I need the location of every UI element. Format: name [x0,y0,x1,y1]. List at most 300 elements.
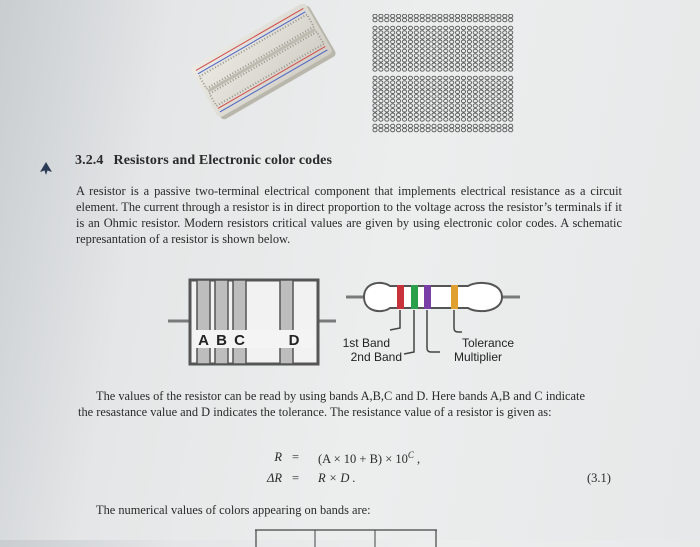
pin-hole [420,54,424,58]
pin-hole [432,14,436,18]
pin-hole [414,124,418,128]
pin-hole [385,124,389,128]
resistor-band-3 [424,285,431,309]
pin-hole [467,26,471,30]
label-first-band: 1st Band [342,336,390,350]
pin-hole [432,35,436,39]
pin-hole [438,49,442,53]
pin-hole [426,14,430,18]
pin-hole [373,63,377,67]
equation-lhs-delta-r: ΔR [267,471,282,485]
pin-hole [379,85,383,89]
pin-hole [450,81,454,85]
pin-hole [391,31,395,35]
pin-hole [450,85,454,89]
pin-hole [373,95,377,99]
pin-hole [461,58,465,62]
pin-hole [385,81,389,85]
pin-hole [456,26,460,30]
pin-hole [479,128,483,132]
pin-hole [420,31,424,35]
pin-hole [420,85,424,89]
pin-hole [485,49,489,53]
pin-hole [414,104,418,108]
pin-hole [438,14,442,18]
pin-hole [426,104,430,108]
pin-hole [397,49,401,53]
pin-hole [420,45,424,49]
pin-hole [414,54,418,58]
pin-hole [503,40,507,44]
pin-hole [509,76,513,80]
pin-hole [432,90,436,94]
pin-hole [408,54,412,58]
label-second-band: 2nd Band [350,350,402,364]
pin-hole [444,26,448,30]
pin-hole [397,99,401,103]
pin-hole [461,99,465,103]
pin-hole [485,58,489,62]
pin-hole [485,81,489,85]
pin-hole [450,118,454,122]
pin-hole [473,124,477,128]
pin-hole [408,108,412,112]
pin-hole [450,14,454,18]
pin-hole [497,63,501,67]
pin-hole [373,85,377,89]
equation-row-1 [230,450,630,468]
pin-hole [491,58,495,62]
pin-hole [420,124,424,128]
pin-hole [373,128,377,132]
pin-hole [432,124,436,128]
pin-hole [450,128,454,132]
equation-rhs: R × D . [318,471,356,485]
pin-hole [391,128,395,132]
pin-hole [379,49,383,53]
pin-hole [450,99,454,103]
pin-hole [509,58,513,62]
pin-hole [467,18,471,22]
pin-hole [420,128,424,132]
pin-hole [426,95,430,99]
pin-hole [497,68,501,72]
pin-hole [485,104,489,108]
pin-hole [485,99,489,103]
pin-hole [402,95,406,99]
pin-hole [408,68,412,72]
pin-hole [444,35,448,39]
band-letter-a: A [198,332,209,349]
pin-hole [373,104,377,108]
pin-hole [373,118,377,122]
pin-hole [391,68,395,72]
intro-paragraph: A resistor is a passive two-terminal electrical component that implements electrical resistance as a circuit element. The current through a resistor is in direct proportion to the voltage across the resistor’s terminals if it is an Ohmic resistor. Modern resistors critical values are given by using electronic color codes. A schematic represantation of a resistor is shown below. [76,184,622,246]
pin-hole [408,95,412,99]
pin-hole [485,85,489,89]
pin-hole [467,35,471,39]
pin-hole [402,31,406,35]
pin-hole [509,108,513,112]
pin-hole [485,63,489,67]
pin-hole [385,99,389,103]
pin-hole [397,54,401,58]
equation-number: (3.1) [587,471,611,485]
pin-hole [432,68,436,72]
pin-hole [479,35,483,39]
pin-hole [456,58,460,62]
pin-hole [397,85,401,89]
pin-hole [473,108,477,112]
pin-hole [432,99,436,103]
pin-hole [491,45,495,49]
pin-hole [432,49,436,53]
pin-hole [397,76,401,80]
pin-hole [391,90,395,94]
pin-hole [385,118,389,122]
pin-hole [456,113,460,117]
pin-hole [485,31,489,35]
pin-hole [473,81,477,85]
pin-hole [391,49,395,53]
pin-hole [456,90,460,94]
pin-hole [491,113,495,117]
pin-hole [397,124,401,128]
pin-hole [414,18,418,22]
pin-hole [473,128,477,132]
pin-hole [497,14,501,18]
pin-hole [497,18,501,22]
pin-hole [461,124,465,128]
pin-hole [402,128,406,132]
label-multiplier: Multiplier [454,350,503,364]
pin-hole [420,58,424,62]
pin-hole [408,99,412,103]
pin-hole [397,90,401,94]
pin-hole [414,128,418,132]
pin-hole [408,35,412,39]
pin-hole [391,63,395,67]
pin-hole [397,68,401,72]
pin-hole [438,76,442,80]
band-letter-b: B [216,332,227,349]
pin-hole [497,45,501,49]
pin-hole [461,40,465,44]
pin-hole [473,118,477,122]
pin-hole [497,76,501,80]
pin-hole [426,58,430,62]
pin-hole [497,108,501,112]
pin-hole [385,49,389,53]
pin-hole [485,14,489,18]
pin-hole [509,40,513,44]
pin-hole [473,40,477,44]
pin-hole [491,128,495,132]
resistor-band-1 [397,285,404,309]
pin-hole [379,14,383,18]
pin-hole [473,54,477,58]
pin-hole [426,45,430,49]
pin-hole [426,26,430,30]
pin-hole [438,104,442,108]
pin-hole [438,81,442,85]
pin-hole [438,45,442,49]
pin-hole [473,68,477,72]
pin-hole [467,85,471,89]
pin-hole [467,104,471,108]
pin-hole [485,95,489,99]
pin-hole [479,113,483,117]
pin-hole [479,108,483,112]
pin-hole [438,18,442,22]
pin-hole [397,26,401,30]
pin-hole [491,90,495,94]
pin-hole [444,85,448,89]
pin-hole [414,63,418,67]
pin-hole [479,90,483,94]
pin-hole [379,35,383,39]
pin-hole [379,108,383,112]
pin-hole [479,54,483,58]
pin-hole [414,58,418,62]
pin-hole [432,26,436,30]
pin-hole [397,63,401,67]
pin-hole [461,49,465,53]
pin-hole [397,45,401,49]
pin-hole [379,58,383,62]
pin-hole [456,108,460,112]
pin-hole [438,58,442,62]
pin-hole [503,108,507,112]
pin-hole [467,45,471,49]
pin-hole [432,58,436,62]
pin-hole [503,76,507,80]
pin-hole [450,18,454,22]
pin-hole [426,63,430,67]
pin-hole [391,58,395,62]
pin-hole [432,63,436,67]
pin-hole [491,95,495,99]
pin-hole [456,118,460,122]
mouse-cursor-icon [40,162,52,176]
pin-hole [509,99,513,103]
pin-hole [491,118,495,122]
pin-hole [450,49,454,53]
pin-hole [373,108,377,112]
pin-hole [379,128,383,132]
pin-hole [456,63,460,67]
pin-hole [397,118,401,122]
pin-hole [373,76,377,80]
pin-hole [438,108,442,112]
pin-hole [450,31,454,35]
pin-hole [379,76,383,80]
pin-hole [402,108,406,112]
pin-hole [467,124,471,128]
pin-hole [485,40,489,44]
pin-hole [467,118,471,122]
pin-hole [456,128,460,132]
pin-hole [397,40,401,44]
pin-hole [444,45,448,49]
pin-hole [414,40,418,44]
pin-hole [491,76,495,80]
pin-hole [420,95,424,99]
pin-hole [444,81,448,85]
pin-hole [503,35,507,39]
pin-hole [438,99,442,103]
pin-hole [509,90,513,94]
pin-hole [485,45,489,49]
pin-hole [432,31,436,35]
pin-hole [473,76,477,80]
pin-hole [420,18,424,22]
pin-hole [473,90,477,94]
pin-hole [473,99,477,103]
pin-hole [467,76,471,80]
pin-hole [438,118,442,122]
pin-hole [391,124,395,128]
pin-hole [385,54,389,58]
pin-hole [420,35,424,39]
color-band-resistor [343,283,520,364]
pin-hole [444,14,448,18]
pin-hole [414,90,418,94]
pin-hole [432,54,436,58]
pin-hole [385,113,389,117]
pin-hole [461,104,465,108]
pin-hole [479,49,483,53]
pin-hole [479,85,483,89]
pin-hole [408,85,412,89]
pin-hole [420,113,424,117]
pin-hole [467,81,471,85]
pin-hole [456,18,460,22]
pin-hole [479,118,483,122]
pin-hole [491,104,495,108]
pin-hole [491,14,495,18]
pin-hole [414,26,418,30]
pin-hole [438,95,442,99]
pin-hole [444,128,448,132]
pin-hole [497,95,501,99]
pin-hole [491,63,495,67]
pin-hole [385,45,389,49]
pin-hole [485,54,489,58]
pin-hole [426,76,430,80]
pin-hole [402,99,406,103]
pin-hole [414,45,418,49]
pin-hole [503,45,507,49]
pin-hole [385,104,389,108]
pin-hole [497,118,501,122]
breadboard-pin-grid [372,14,518,134]
equation-equals: = [292,450,300,464]
pin-hole [444,49,448,53]
schematic-resistor [168,280,336,364]
pin-hole [497,26,501,30]
pin-hole [414,35,418,39]
pin-hole [426,128,430,132]
pin-hole [373,18,377,22]
pin-hole [450,68,454,72]
pin-hole [461,18,465,22]
resistor-band-2 [411,285,418,309]
pin-hole [426,68,430,72]
pin-hole [402,90,406,94]
pin-hole [420,104,424,108]
pin-hole [432,76,436,80]
pin-hole [379,31,383,35]
pin-hole [473,31,477,35]
pin-hole [497,124,501,128]
pin-hole [444,54,448,58]
pin-hole [497,113,501,117]
pin-hole [426,31,430,35]
pin-hole [414,118,418,122]
pin-hole [503,14,507,18]
pin-hole [373,54,377,58]
pin-hole [509,95,513,99]
pin-hole [509,113,513,117]
pin-hole [497,104,501,108]
pin-hole [509,54,513,58]
pin-hole [385,58,389,62]
pin-hole [408,18,412,22]
pin-hole [479,26,483,30]
pin-hole [379,45,383,49]
pin-hole [485,128,489,132]
pin-hole [385,90,389,94]
pin-hole [438,35,442,39]
pin-hole [479,18,483,22]
pin-hole [503,90,507,94]
pin-hole [503,63,507,67]
pin-hole [485,118,489,122]
pin-hole [397,31,401,35]
pin-hole [385,31,389,35]
pin-hole [456,40,460,44]
pin-hole [438,40,442,44]
pin-hole [402,49,406,53]
pin-hole [385,108,389,112]
pin-hole [461,108,465,112]
pin-hole [456,31,460,35]
equation-rhs: $(A \times 10 + B) \times 10^C$ , [318,450,421,467]
pin-hole [397,128,401,132]
pin-hole [373,14,377,18]
pin-hole [450,90,454,94]
pin-hole [479,68,483,72]
pin-hole [479,124,483,128]
pin-hole [397,95,401,99]
pin-hole [479,81,483,85]
pin-hole [461,95,465,99]
pin-hole [456,76,460,80]
pin-hole [426,18,430,22]
pin-hole [509,128,513,132]
pin-hole [503,104,507,108]
pin-hole [408,14,412,18]
pin-hole [444,113,448,117]
pin-hole [456,45,460,49]
pin-hole [467,108,471,112]
pin-hole [503,113,507,117]
pin-hole [426,81,430,85]
pin-hole [444,31,448,35]
pin-hole [438,128,442,132]
pin-hole [450,35,454,39]
